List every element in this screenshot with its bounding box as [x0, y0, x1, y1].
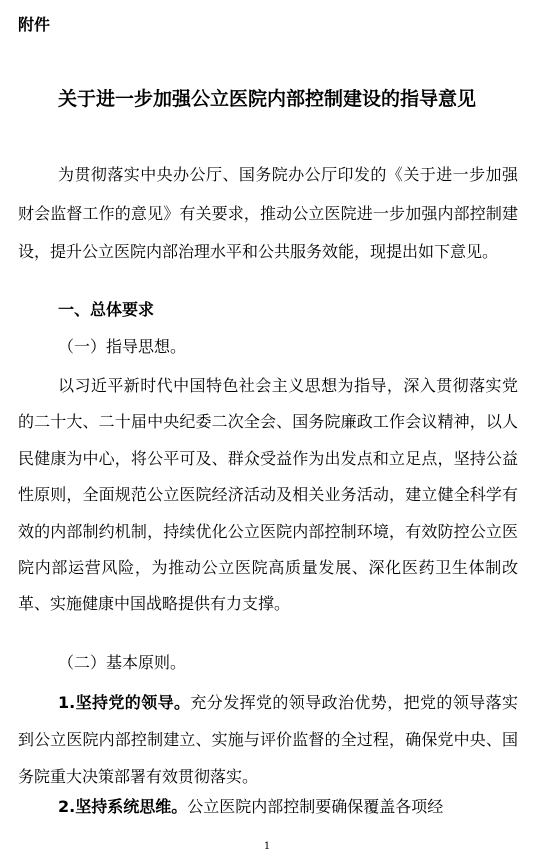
- document-title: 关于进一步加强公立医院内部控制建设的指导意见: [57, 88, 476, 110]
- guiding-thought-paragraph: 以习近平新时代中国特色社会主义思想为指导，深入贯彻落实党的二十大、二十届中央纪委二次全会、国务院廉政工作会议精神，以人民健康为中心，将公平可及、群众受益作为出发点和立足点，坚持公益性原则，全面规范公立医院经济活动及相关业务活动，建立健全科学有效的内部制约机制，持续优化公立医院内部控制环境，有效防控公立医院内部运营风险，为推动公立医院高质量发展、深化医药卫生体制改革、实施健康中国战略提供有力支撑。: [18, 376, 518, 614]
- principle-item-party-leadership: [18, 684, 518, 795]
- intro-paragraph: 为贯彻落实中央办公厅、国务院办公厅印发的《关于进一步加强财会监督工作的意见》有关要求，推动公立医院进一步加强内部控制建设，提升公立医院内部治理水平和公共服务效能，现提出如下意见。: [18, 165, 518, 261]
- principle-item-systems-thinking: [18, 796, 518, 817]
- subsection-heading-guiding-thought: （一）指导思想。: [58, 337, 187, 356]
- attachment-label: 附件: [18, 15, 51, 34]
- principle-label: 1.坚持党的领导。: [58, 693, 191, 712]
- principle-text: 充分发挥党的领导政治优势，把党的领导落实到公立医院内部控制建立、实施与评价监督的全过程，确保党中央、国务院重大决策部署有效贯彻落实。: [18, 693, 518, 786]
- section-heading-general-requirements: 一、总体要求: [58, 300, 155, 319]
- principle-label: 2.坚持系统思维。: [58, 797, 188, 816]
- page-number: 1: [263, 841, 271, 852]
- principle-text: 公立医院内部控制要确保覆盖各项经: [187, 797, 444, 816]
- subsection-heading-basic-principles: （二）基本原则。: [58, 653, 187, 672]
